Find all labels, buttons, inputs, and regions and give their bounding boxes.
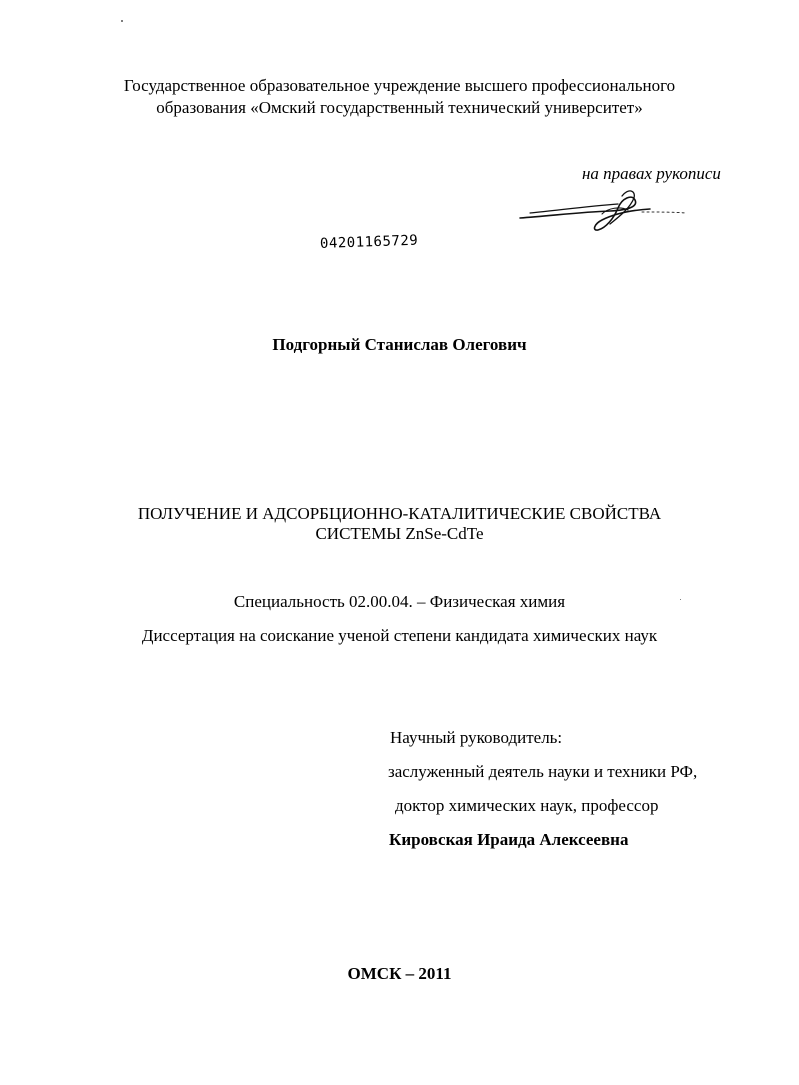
supervisor-heading: Научный руководитель: [390,728,563,747]
supervisor-title-1: заслуженный деятель науки и техники РФ, [388,762,698,781]
degree-statement: Диссертация на соискание ученой степени кандидата химических наук [141,626,658,645]
supervisor-name: Кировская Ираида Алексеевна [389,830,629,849]
city-year: ОМСК – 2011 [347,964,452,983]
dissertation-title-line-1: ПОЛУЧЕНИЕ И АДСОРБЦИОННО-КАТАЛИТИЧЕСКИЕ СВОЙСТВА [137,504,662,523]
organization-line-2: образования «Омский государственный технический университет» [156,98,643,117]
organization-line-1: Государственное образовательное учреждение высшего профессионального [123,76,676,95]
dissertation-title-line-2: СИСТЕМЫ ZnSe-CdTe [315,524,484,543]
manuscript-note: на правах рукописи [582,164,721,183]
supervisor-title-2: доктор химических наук, профессор [395,796,659,815]
scan-speck [121,20,123,22]
specialty: Специальность 02.00.04. – Физическая химия [233,592,566,611]
author-name: Подгорный Станислав Олегович [272,335,527,354]
scan-speck [680,599,681,600]
handwritten-signature [510,186,690,236]
catalog-number-stamp: 04201165729 [319,232,419,252]
